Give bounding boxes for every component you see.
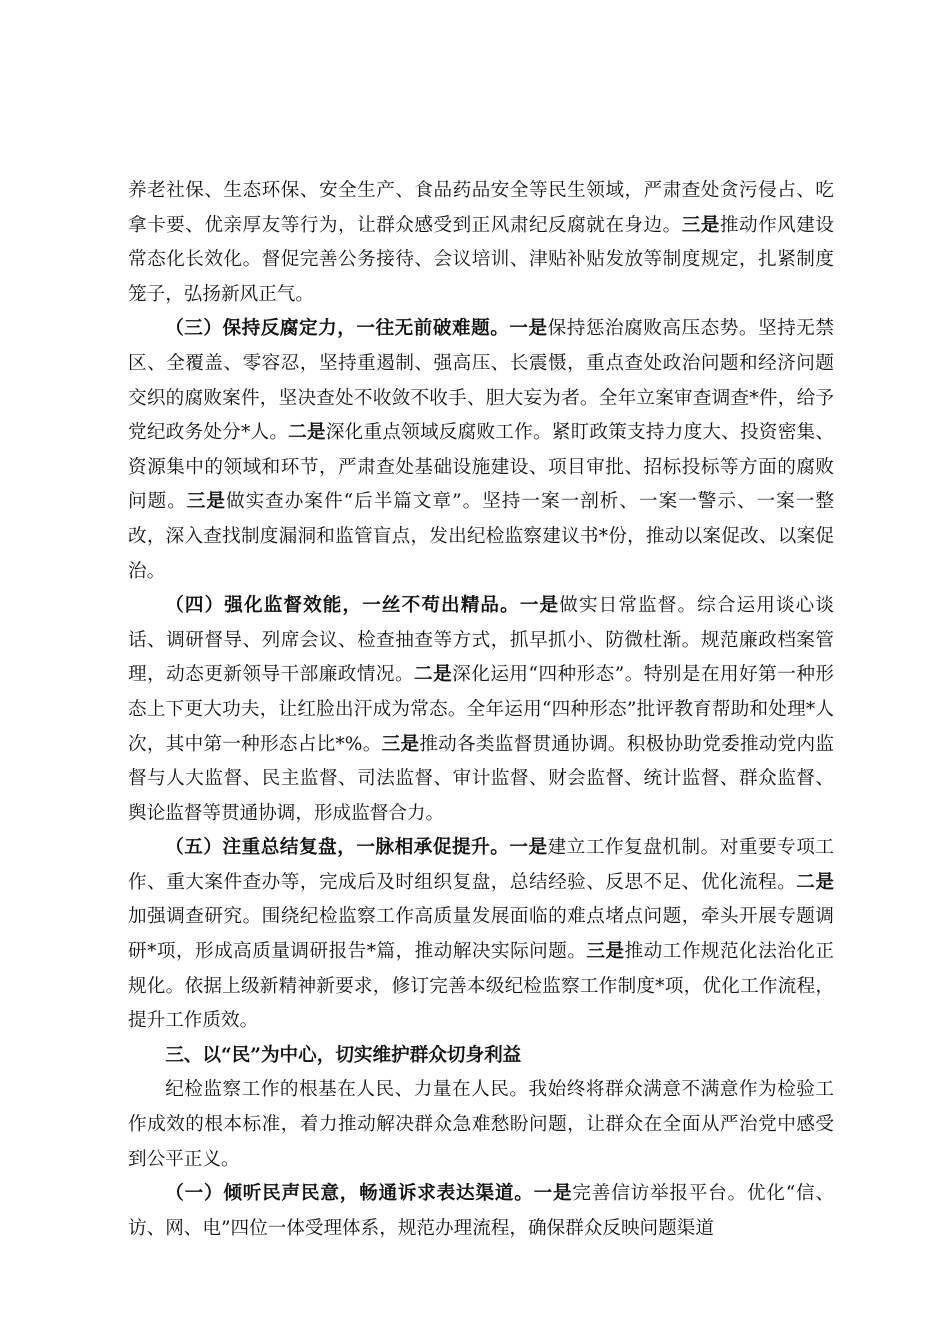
- text-run: 推动各类监督贯通协调。积极协助党委推动党内监督与人大监督、民主监督、司法监督、审计监督、财会监督、统计监督、群众监督、舆论监督等贯通协调，形成监督合力。: [128, 733, 834, 824]
- paragraph: [128, 312, 834, 589]
- paragraph: [128, 589, 834, 831]
- paragraph: [128, 174, 834, 312]
- bold-run: （五）注重总结复盘，一脉相承促提升。一是: [165, 837, 548, 859]
- text-run: 深化重点领域反腐败工作。紧盯政策支持力度大、投资密集、资源集中的领域和环节，严肃查处基础设施建设、项目审批、招标投标等方面的腐败问题。: [128, 422, 834, 513]
- bold-run: （四）强化监督效能，一丝不苟出精品。一是: [165, 595, 560, 617]
- bold-run: 二是: [796, 871, 834, 893]
- text-run: 保持惩治腐败高压态势。坚持无禁区、全覆盖、零容忍，坚持重遏制、强高压、长震慑，重点查处政治问题和经济问题交织的腐败案件，坚决查处不收敛不收手、胆大妄为者。全年立案审查调查*件，给予党纪政务处分*人。: [128, 318, 834, 444]
- text-run: 推动作风建设常态化长效化。督促完善公务接待、会议培训、津贴补贴发放等制度规定，扎紧制度笼子，弘扬新风正气。: [128, 214, 834, 305]
- text-run: 深化运用“四种形态”。特别是在用好第一种形态上下更大功夫，让红脸出汗成为常态。全年运用“四种形态”批评教育帮助和处理*人次，其中第一种形态占比*%。: [128, 664, 834, 755]
- bold-run: 三是: [681, 214, 720, 236]
- paragraph: [128, 831, 834, 1039]
- bold-run: （一）倾听民声民意，畅通诉求表达渠道。一是: [165, 1183, 573, 1205]
- paragraph: [128, 1073, 834, 1177]
- bold-run: （三）保持反腐定力，一往无前破难题。一是: [165, 318, 548, 340]
- document-body: [128, 174, 834, 1246]
- text-run: 完善信访举报平台。优化“信、访、网、电”四位一体受理体系，规范办理流程，确保群众反映问题渠道: [128, 1183, 834, 1239]
- paragraph: [128, 1039, 834, 1074]
- text-run: 做实查办案件“后半篇文章”。坚持一案一剖析、一案一警示、一案一整改，深入查找制度漏洞和监管盲点，发出纪检监察建议书*份，推动以案促改、以案促治。: [128, 491, 834, 582]
- text-run: 加强调查研究。围绕纪检监察工作高质量发展面临的难点堵点问题，牵头开展专题调研*项，形成高质量调研报告*篇，推动解决实际问题。: [128, 906, 834, 963]
- bold-run: 三、以“民”为中心，切实维护群众切身利益: [165, 1044, 522, 1066]
- bold-run: 二是: [288, 422, 326, 444]
- text-run: 做实日常监督。综合运用谈心谈话、调研督导、列席会议、检查抽查等方式，抓早抓小、防微杜渐。规范廉政档案管理，动态更新领导干部廉政情况。: [128, 595, 834, 686]
- text-run: 建立工作复盘机制。对重要专项工作、重大案件查办等，完成后及时组织复盘，总结经验、反思不足、优化流程。: [128, 837, 834, 893]
- text-run: 纪检监察工作的根基在人民、力量在人民。我始终将群众满意不满意作为检验工作成效的根本标准，着力推动解决群众急难愁盼问题，让群众在全面从严治党中感受到公平正义。: [128, 1079, 834, 1170]
- bold-run: 二是: [414, 664, 453, 686]
- bold-run: 三是: [381, 733, 420, 755]
- text-run: 养老社保、生态环保、安全生产、食品药品安全等民生领域，严肃查处贪污侵占、吃拿卡要、优亲厚友等行为，让群众感受到正风肃纪反腐就在身边。: [128, 180, 834, 236]
- bold-run: 三是: [586, 941, 625, 963]
- paragraph: [128, 1177, 834, 1246]
- text-run: 推动工作规范化法治化正规化。依据上级新精神新要求，修订完善本级纪检监察工作制度*项，优化工作流程，提升工作质效。: [128, 941, 834, 1032]
- bold-run: 三是: [186, 491, 226, 513]
